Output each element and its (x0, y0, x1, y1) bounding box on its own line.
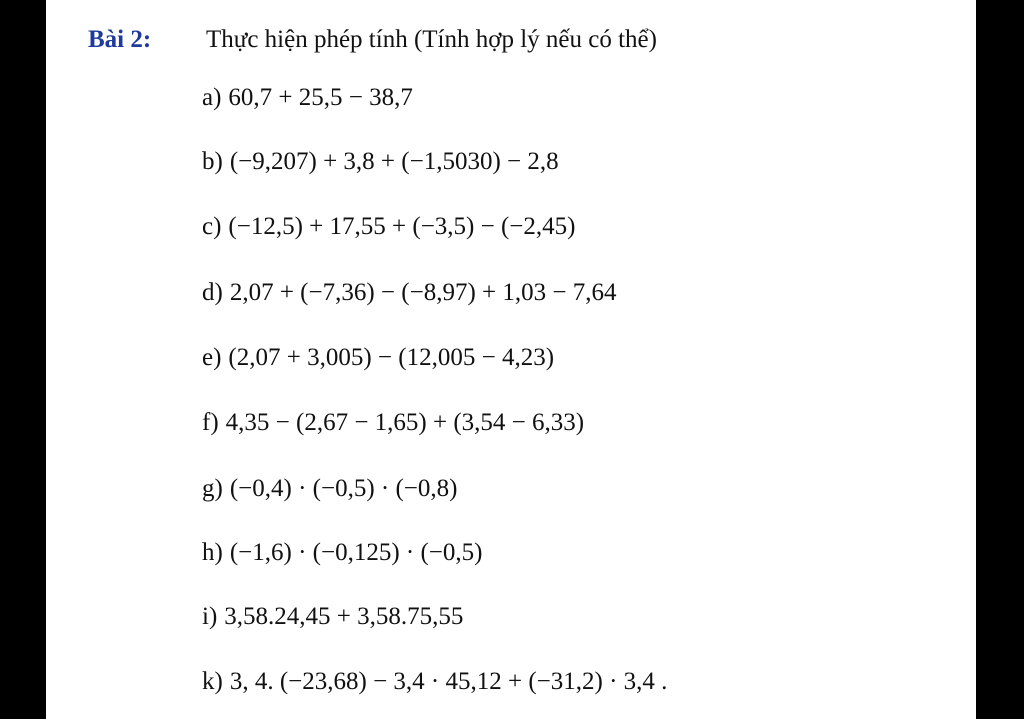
exercise-expression: 3, 4. (−23,68) − 3,4 · 45,12 + (−31,2) · 3,4 . (229, 668, 668, 695)
exercise-label: h) (202, 539, 223, 566)
exercise-expression: (−0,4) · (−0,5) · (−0,8) (229, 475, 458, 502)
exercise-item-b (202, 148, 559, 176)
exercise-item-k (202, 668, 667, 696)
exercise-label: c) (202, 213, 222, 240)
exercise-expression: (−12,5) + 17,55 + (−3,5) − (−2,45) (228, 213, 576, 240)
exercise-label: k) (202, 668, 223, 695)
exercise-instruction: Thực hiện phép tính (Tính hợp lý nếu có thể) (206, 26, 657, 53)
exercise-item-a (202, 84, 413, 112)
exercise-item-g (202, 475, 457, 503)
exercise-label: f) (202, 409, 219, 436)
exercise-label: a) (202, 84, 222, 111)
exercise-item-d (202, 279, 616, 307)
document-page (46, 0, 976, 719)
exercise-expression: 60,7 + 25,5 − 38,7 (228, 84, 413, 111)
exercise-expression: 3,58.24,45 + 3,58.75,55 (224, 603, 464, 630)
exercise-label: d) (202, 279, 223, 306)
exercise-item-h (202, 539, 482, 567)
exercise-item-f (202, 409, 584, 437)
exercise-label: i) (202, 603, 218, 630)
exercise-expression: 4,35 − (2,67 − 1,65) + (3,54 − 6,33) (225, 409, 585, 436)
exercise-label: g) (202, 475, 223, 502)
exercise-expression: (2,07 + 3,005) − (12,005 − 4,23) (228, 344, 555, 371)
exercise-item-i (202, 603, 463, 631)
exercise-heading-label: Bài 2: (88, 26, 152, 53)
exercise-expression: (−1,6) · (−0,125) · (−0,5) (229, 539, 483, 566)
exercise-expression: (−9,207) + 3,8 + (−1,5030) − 2,8 (229, 148, 559, 175)
exercise-expression: 2,07 + (−7,36) − (−8,97) + 1,03 − 7,64 (229, 279, 617, 306)
exercise-label: e) (202, 344, 222, 371)
exercise-item-c (202, 213, 575, 241)
exercise-label: b) (202, 148, 223, 175)
exercise-item-e (202, 344, 554, 372)
